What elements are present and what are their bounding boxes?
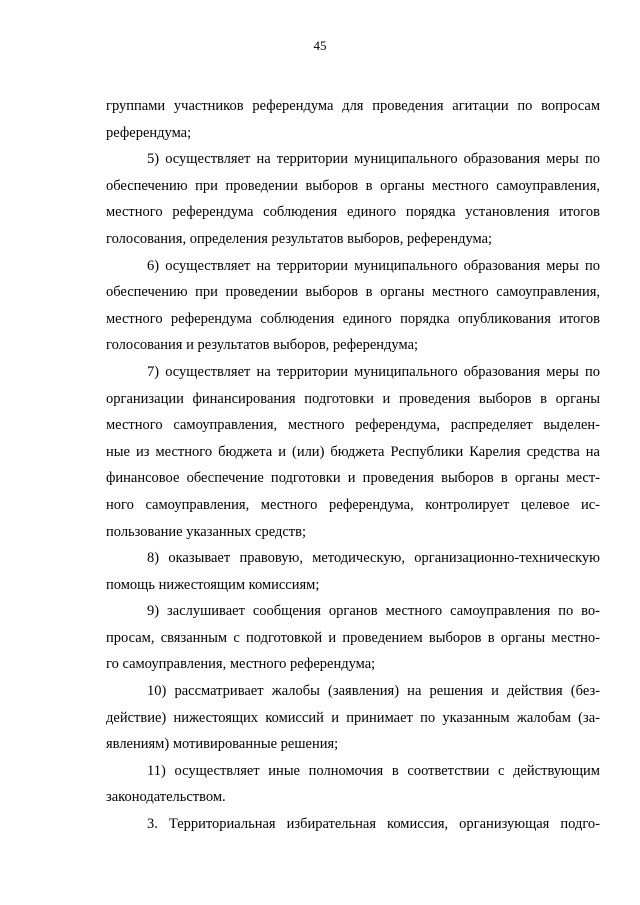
text-line: голосования и результатов выборов, референдума;	[106, 337, 419, 354]
text-line: местного самоуправления, местного референдума, распределяет выделен-	[106, 417, 600, 434]
text-line: 6) осуществляет на территории муниципального образования меры по	[147, 257, 600, 274]
text-line: законодательством.	[106, 789, 226, 806]
text-line: пользование указанных средств;	[106, 523, 306, 540]
text-line: местного референдума соблюдения единого порядка установления итогов	[106, 204, 600, 221]
text-line: действие) нижестоящих комиссий и принимает по указанным жалобам (за-	[106, 709, 600, 726]
text-line: помощь нижестоящим комиссиям;	[106, 576, 320, 593]
text-line: голосования, определения результатов выборов, референдума;	[106, 230, 493, 247]
text-line: финансовое обеспечение подготовки и проведения выборов в органы мест-	[106, 470, 600, 487]
text-line: обеспечению при проведении выборов в органы местного самоуправления,	[106, 177, 600, 194]
page-number: 45	[313, 38, 327, 53]
text-line: 9) заслушивает сообщения органов местного самоуправления по во-	[147, 603, 600, 620]
text-line: просам, связанным с подготовкой и проведением выборов в органы местно-	[106, 629, 600, 646]
text-line: 10) рассматривает жалобы (заявления) на решения и действия (без-	[147, 683, 600, 700]
text-line: явлениям) мотивированные решения;	[106, 736, 339, 753]
text-line: го самоуправления, местного референдума;	[106, 656, 376, 673]
text-line: ные из местного бюджета и (или) бюджета Республики Карелия средства на	[106, 443, 600, 460]
text-line: ного самоуправления, местного референдума, контролирует целевое ис-	[106, 496, 600, 513]
text-line: 5) осуществляет на территории муниципального образования меры по	[147, 151, 600, 168]
text-line: организации финансирования подготовки и проведения выборов в органы	[106, 390, 600, 407]
text-line: 11) осуществляет иные полномочия в соответствии с действующим	[147, 762, 600, 779]
text-line: местного референдума соблюдения единого порядка опубликования итогов	[106, 310, 600, 327]
text-line: 8) оказывает правовую, методическую, организационно-техническую	[147, 550, 600, 567]
text-line: 7) осуществляет на территории муниципального образования меры по	[147, 363, 600, 380]
document-body	[106, 93, 600, 838]
text-line: референдума;	[106, 124, 192, 141]
text-line: обеспечению при проведении выборов в органы местного самоуправления,	[106, 284, 600, 301]
text-line: группами участников референдума для проведения агитации по вопросам	[106, 98, 600, 114]
text-line: 3. Территориальная избирательная комиссия, организующая подго-	[147, 816, 600, 833]
